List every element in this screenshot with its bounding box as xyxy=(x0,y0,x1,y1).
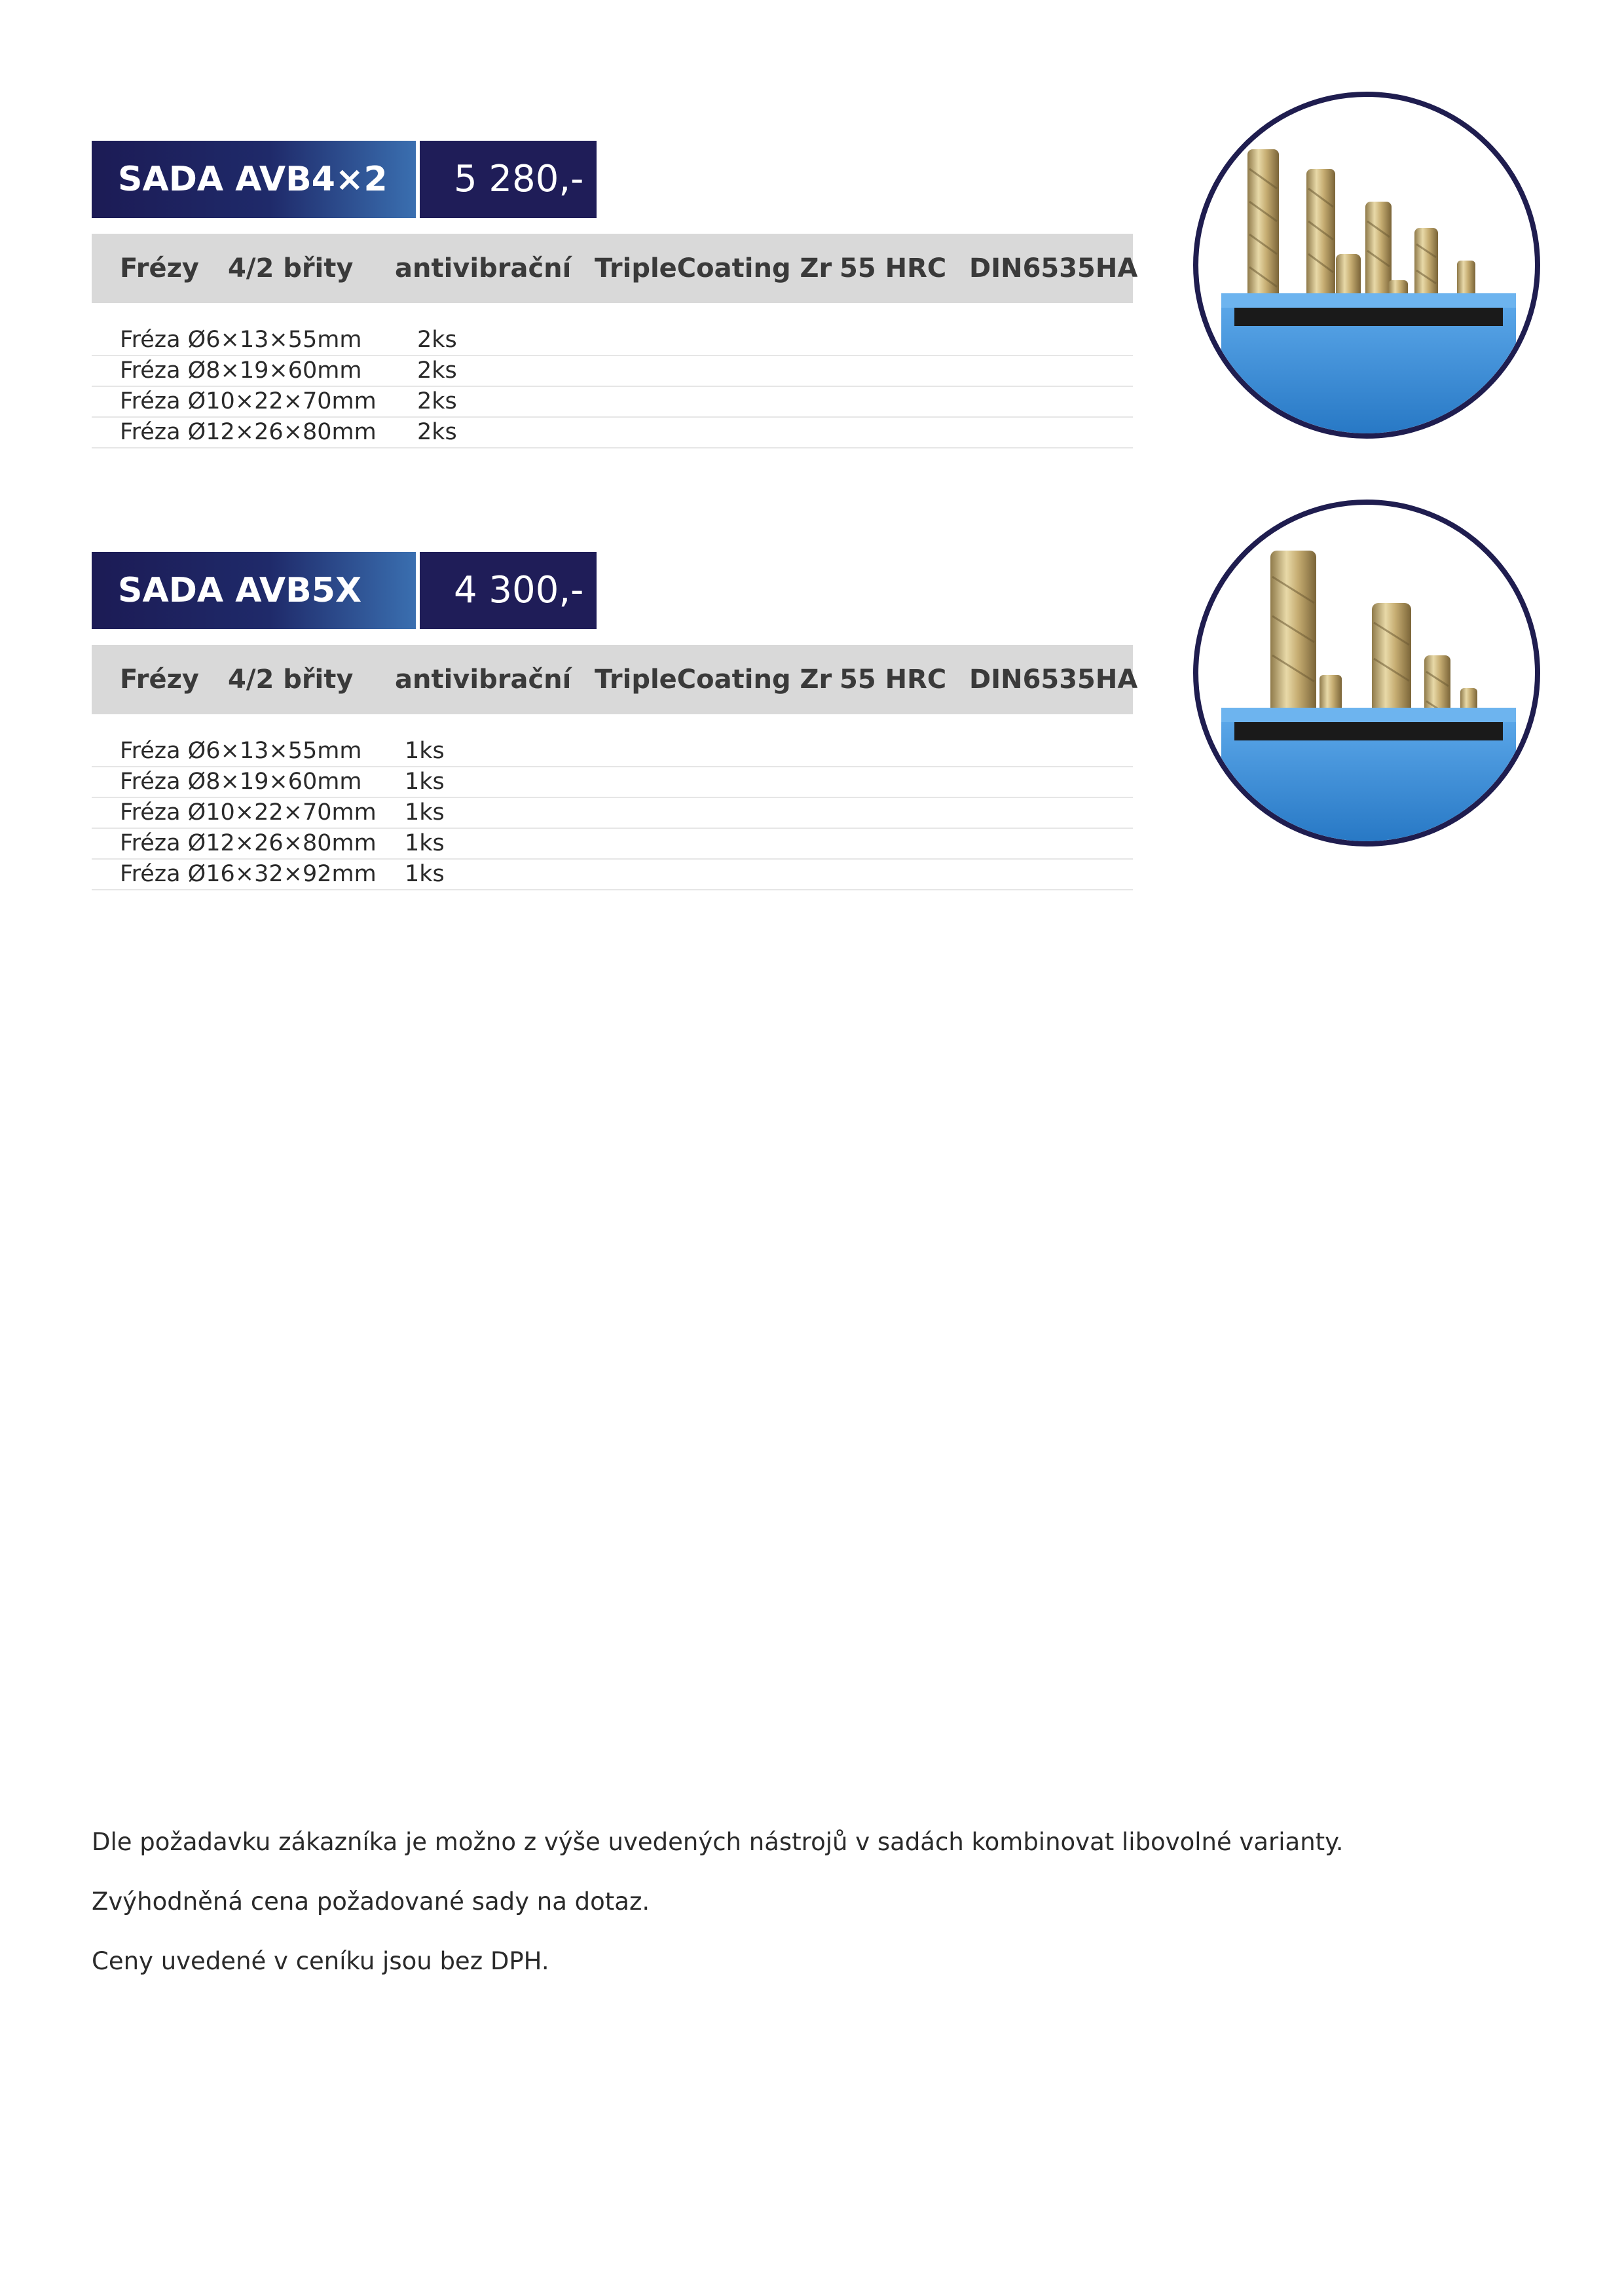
note-discount: Zvýhodněná cena požadované sady na dotaz. xyxy=(92,1887,650,1916)
spec-coating: TripleCoating Zr xyxy=(595,665,832,695)
item-name: Fréza Ø16×32×92mm xyxy=(120,861,377,887)
spec-antivibration: antivibrační xyxy=(395,253,572,283)
item-name: Fréza Ø12×26×80mm xyxy=(120,419,377,445)
item-qty: 1ks xyxy=(405,830,445,856)
spec-bar xyxy=(92,234,1138,303)
set-title: SADA AVB4×2 xyxy=(92,141,416,218)
set-title: SADA AVB5X xyxy=(92,552,416,629)
spec-type: Frézy xyxy=(120,253,199,283)
product-photo-avb4x2 xyxy=(1193,92,1540,439)
item-name: Fréza Ø8×19×60mm xyxy=(120,769,362,795)
spec-bar xyxy=(92,645,1138,714)
list-item xyxy=(92,418,1133,448)
item-name: Fréza Ø6×13×55mm xyxy=(120,327,362,353)
item-name: Fréza Ø8×19×60mm xyxy=(120,357,362,384)
spec-coating: TripleCoating Zr xyxy=(595,253,832,283)
item-qty: 2ks xyxy=(417,357,457,384)
item-qty: 1ks xyxy=(405,861,445,887)
spec-standard: DIN6535HA xyxy=(969,665,1138,695)
list-item xyxy=(92,325,1133,356)
item-name: Fréza Ø10×22×70mm xyxy=(120,388,377,414)
list-item xyxy=(92,387,1133,418)
item-name: Fréza Ø6×13×55mm xyxy=(120,738,362,764)
item-qty: 2ks xyxy=(417,419,457,445)
note-vat: Ceny uvedené v ceníku jsou bez DPH. xyxy=(92,1947,549,1975)
end-mill-set-illustration xyxy=(1198,97,1535,433)
list-item xyxy=(92,829,1133,860)
item-qty: 2ks xyxy=(417,327,457,353)
spec-type: Frézy xyxy=(120,665,199,695)
spec-hardness: 55 HRC xyxy=(840,665,947,695)
end-mill-set-illustration xyxy=(1198,505,1535,841)
list-item xyxy=(92,860,1133,890)
spec-flutes: 4/2 břity xyxy=(228,665,354,695)
set-header xyxy=(92,141,1133,218)
spec-flutes: 4/2 břity xyxy=(228,253,354,283)
product-photo-avb5x xyxy=(1193,500,1540,847)
item-name: Fréza Ø12×26×80mm xyxy=(120,830,377,856)
item-qty: 2ks xyxy=(417,388,457,414)
footer-notes xyxy=(92,1827,1532,2005)
item-qty: 1ks xyxy=(405,769,445,795)
spec-antivibration: antivibrační xyxy=(395,665,572,695)
list-item xyxy=(92,767,1133,798)
spec-standard: DIN6535HA xyxy=(969,253,1138,283)
item-qty: 1ks xyxy=(405,738,445,764)
list-item xyxy=(92,356,1133,387)
item-name: Fréza Ø10×22×70mm xyxy=(120,799,377,826)
spec-hardness: 55 HRC xyxy=(840,253,947,283)
note-combination: Dle požadavku zákazníka je možno z výše uvedených nástrojů v sadách kombinovat libovolné varianty. xyxy=(92,1828,1344,1856)
list-item xyxy=(92,798,1133,829)
set-price: 5 280,- xyxy=(420,141,597,218)
list-item xyxy=(92,737,1133,767)
item-list xyxy=(92,737,1133,890)
item-qty: 1ks xyxy=(405,799,445,826)
item-list xyxy=(92,325,1133,448)
set-header xyxy=(92,552,1133,629)
set-price: 4 300,- xyxy=(420,552,597,629)
